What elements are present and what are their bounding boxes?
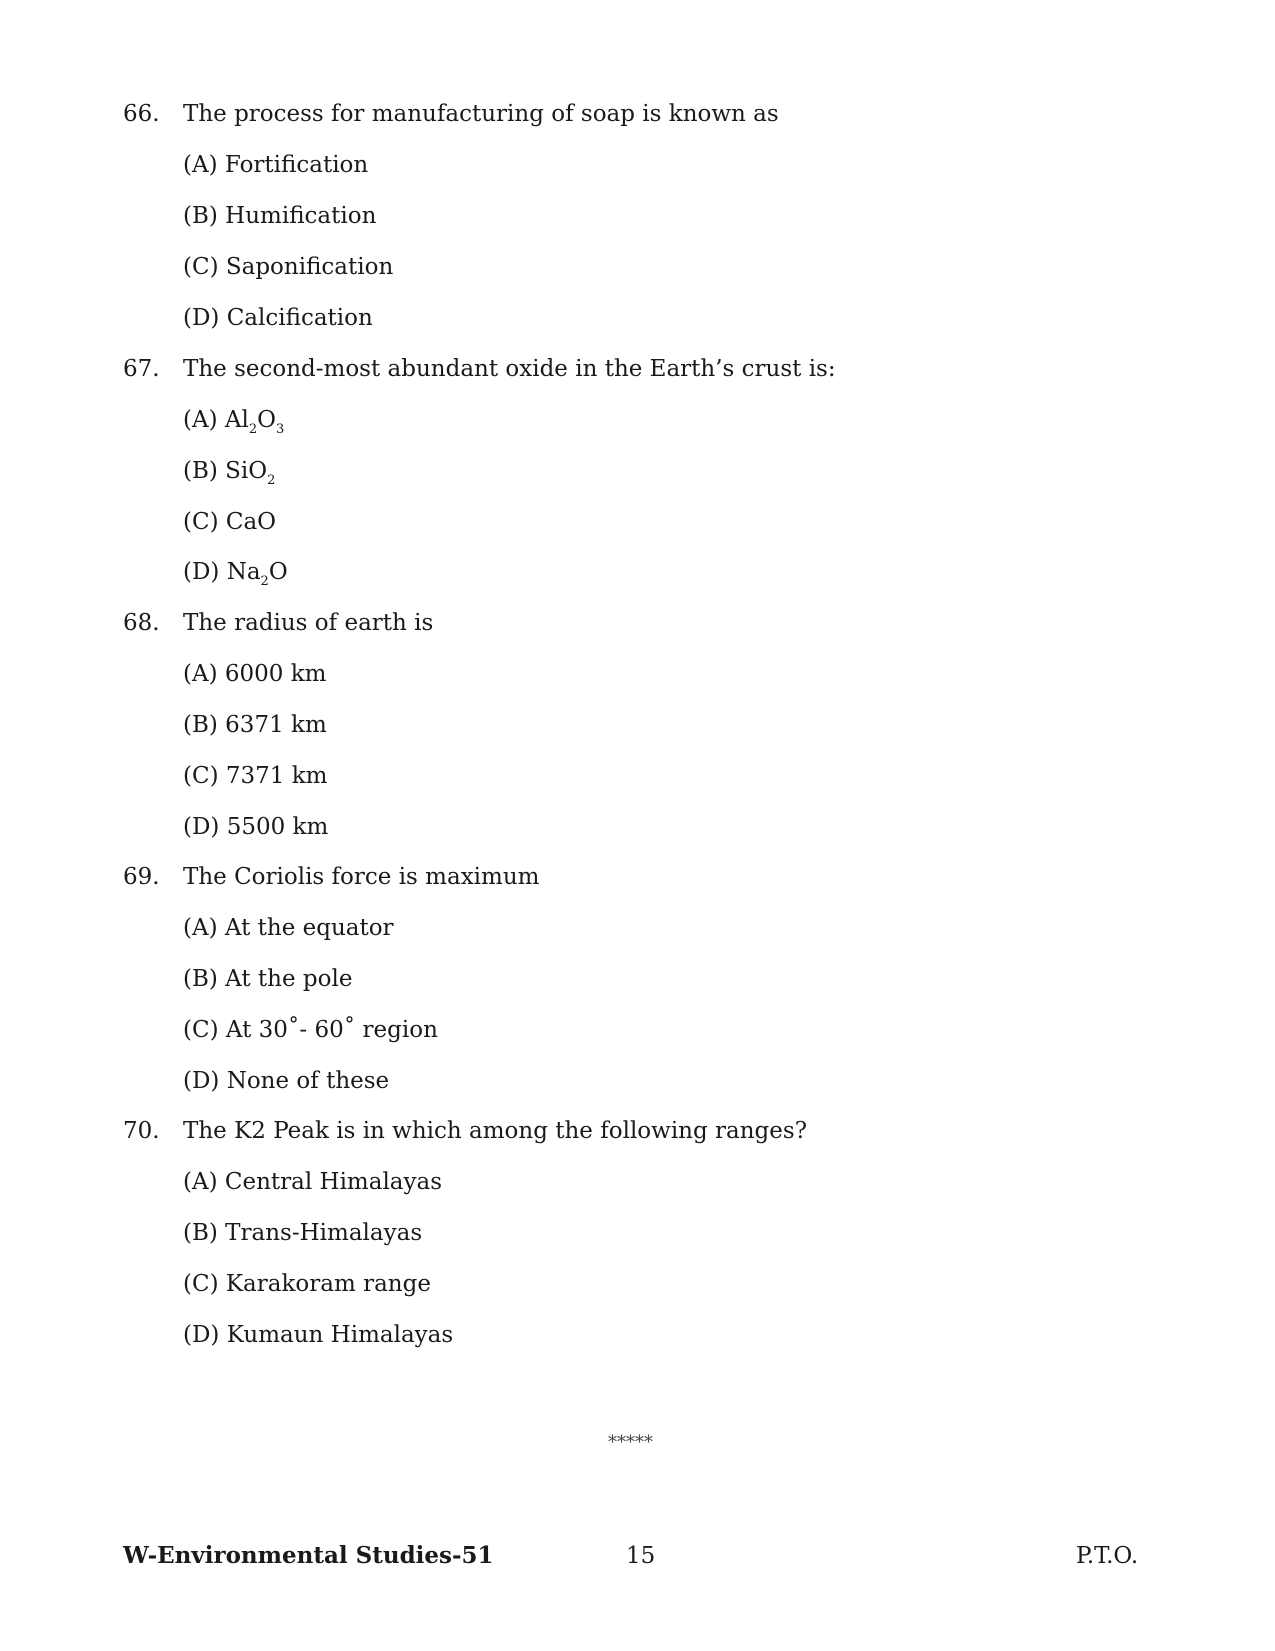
option-text: 7371 km: [225, 763, 328, 789]
end-of-paper-marker: *****: [608, 1432, 653, 1453]
option-letter: (A): [183, 152, 218, 178]
option-text: At 30˚- 60˚ region: [225, 1017, 438, 1043]
option-text: Calcification: [226, 305, 373, 331]
option-text: 5500 km: [226, 814, 329, 840]
option-text: 6000 km: [224, 661, 327, 687]
option-letter: (C): [183, 1017, 219, 1043]
option-text: At the equator: [224, 915, 394, 941]
option-text: At the pole: [225, 966, 353, 992]
option-text: CaO: [225, 509, 277, 535]
option-text: Central Himalayas: [224, 1169, 443, 1195]
option-text: 6371 km: [225, 712, 327, 738]
option-letter: (B): [183, 966, 218, 992]
option-letter: (D): [183, 814, 220, 840]
option-letter: (C): [183, 509, 219, 535]
option-letter: (D): [183, 559, 220, 585]
option-letter: (C): [183, 254, 219, 280]
option-letter: (D): [183, 1322, 220, 1348]
option-letter: (A): [183, 661, 218, 687]
option-text: Trans-Himalayas: [225, 1220, 423, 1246]
question-number: 66.: [123, 101, 160, 127]
option-letter: (A): [183, 915, 218, 941]
option-text: Humification: [225, 203, 377, 229]
option-letter: (C): [183, 763, 219, 789]
question-text: The process for manufacturing of soap is known as: [183, 101, 779, 127]
chemical-formula: $Al_2O_3$: [224, 407, 285, 437]
footer-paper-code: W-Environmental Studies-51: [123, 1542, 494, 1569]
option-letter: (B): [183, 458, 218, 484]
option-letter: (B): [183, 203, 218, 229]
option-letter: (C): [183, 1271, 219, 1297]
option-text: Karakoram range: [225, 1271, 431, 1297]
option-text: Kumaun Himalayas: [226, 1322, 454, 1348]
option-letter: (B): [183, 1220, 218, 1246]
question-number: 70.: [123, 1118, 160, 1144]
option-letter: (A): [183, 1169, 218, 1195]
question-number: 67.: [123, 356, 160, 382]
question-text: The Coriolis force is maximum: [183, 864, 540, 890]
option-text: None of these: [226, 1068, 390, 1094]
question-number: 69.: [123, 864, 160, 890]
option-text: Fortification: [224, 152, 369, 178]
question-text: The second-most abundant oxide in the Earth’s crust is:: [183, 356, 836, 382]
question-number: 68.: [123, 610, 160, 636]
option-letter: (D): [183, 1068, 220, 1094]
question-text: The K2 Peak is in which among the following ranges?: [183, 1118, 808, 1144]
option-text: Saponification: [225, 254, 394, 280]
option-letter: (D): [183, 305, 220, 331]
chemical-formula: SiO$_2$: [225, 458, 276, 488]
chemical-formula: $Na_2O$: [226, 559, 288, 589]
footer-pto: P.T.O.: [1076, 1543, 1139, 1569]
option-letter: (A): [183, 407, 218, 433]
footer-page-number: 15: [626, 1543, 656, 1569]
question-text: The radius of earth is: [183, 610, 434, 636]
option-letter: (B): [183, 712, 218, 738]
